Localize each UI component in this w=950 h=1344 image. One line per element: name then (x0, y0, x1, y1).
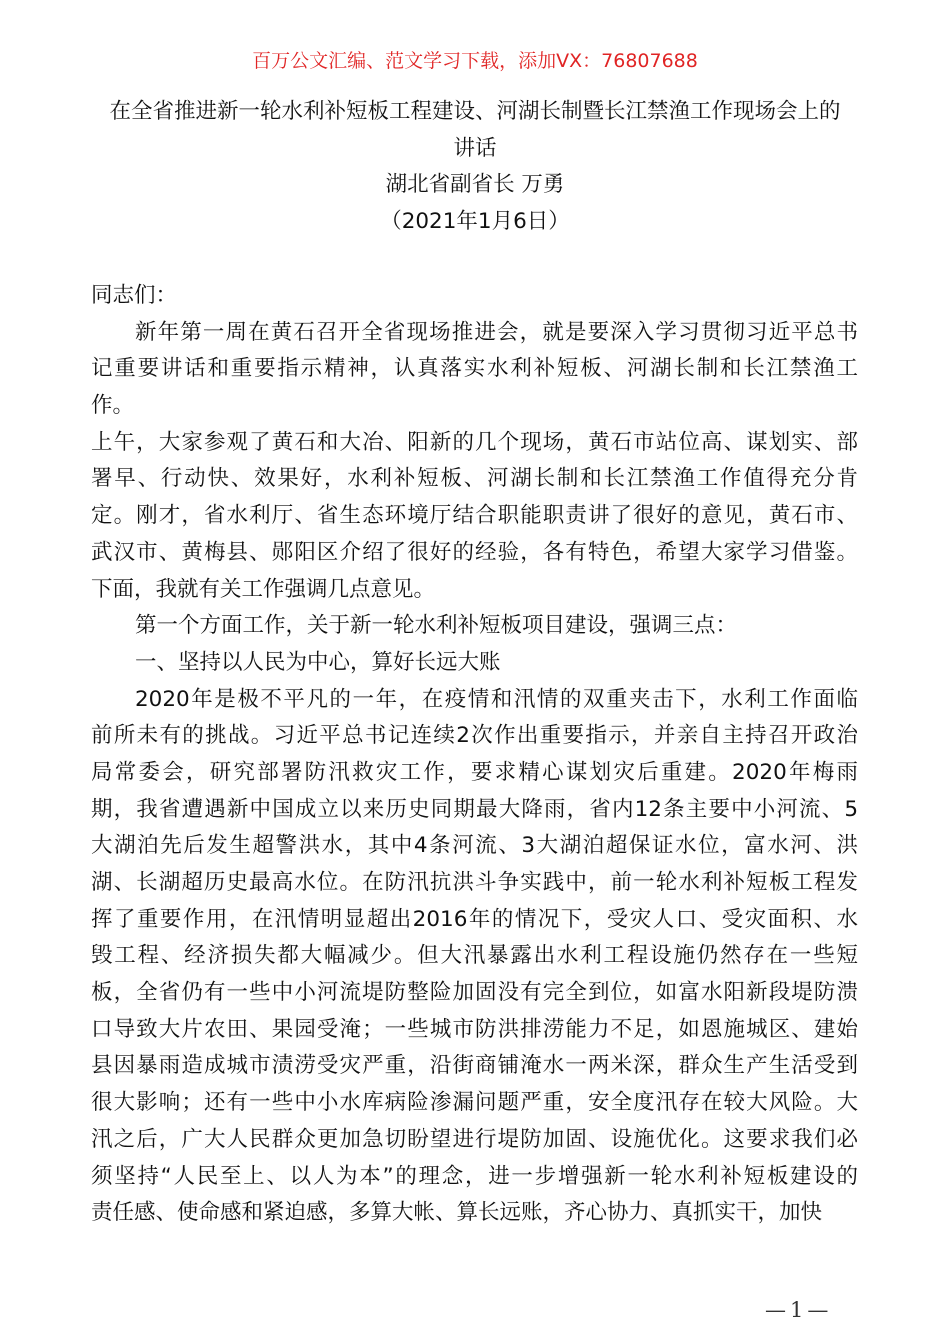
paragraph-line: 期，我省遭遇新中国成立以来历史同期最大降雨，省内12条主要中小河流、5 (91, 796, 858, 822)
paragraph-line: 汛之后，广大人民群众更加急切盼望进行堤防加固、设施优化。这要求我们必 (91, 1126, 858, 1152)
paragraph-line: 口导致大片农田、果园受淹；一些城市防洪排涝能力不足，如恩施城区、建始 (91, 1016, 858, 1042)
paragraph-line: 定。刚才，省水利厅、省生态环境厅结合职能职责讲了很好的意见，黄石市、 (91, 503, 858, 529)
paragraph-line: 板，全省仍有一些中小河流堤防整险加固没有完全到位，如富水阳新段堤防溃 (91, 980, 858, 1006)
paragraph-line: 责任感、使命感和紧迫感，多算大帐、算长远账，齐心协力、真抓实干，加快 (91, 1200, 823, 1226)
date-line: （2021年1月6日） (380, 209, 570, 234)
paragraph (91, 278, 858, 315)
paragraph-line: 局常委会，研究部署防汛救灾工作，要求精心谋划灾后重建。2020年梅雨 (91, 759, 858, 785)
document-title-line-1: 在全省推进新一轮水利补短板工程建设、河湖长制暨长江禁渔工作现场会上的 (109, 99, 841, 124)
paragraph (91, 682, 858, 1232)
paragraph-line: 很大影响；还有一些中小水库病险渗漏问题严重，安全度汛存在较大风险。大 (91, 1090, 858, 1116)
document-body (91, 278, 858, 1232)
paragraph-line: 县因暴雨造成城市渍涝受灾严重，沿街商铺淹水一两米深，群众生产生活受到 (91, 1053, 858, 1079)
paragraph (91, 645, 858, 682)
paragraph (91, 608, 858, 645)
paragraph-line: 一、坚持以人民为中心，算好长远大账 (135, 649, 501, 675)
paragraph-line: 第一个方面工作，关于新一轮水利补短板项目建设，强调三点： (135, 613, 738, 639)
paragraph-line: 记重要讲话和重要指示精神，认真落实水利补短板、河湖长制和长江禁渔工 (91, 356, 858, 382)
paragraph (91, 315, 858, 425)
paragraph-line: 作。 (91, 393, 135, 419)
paragraph-line: 挥了重要作用，在汛情明显超出2016年的情况下，受灾人口、受灾面积、水 (91, 906, 858, 932)
author-line: 湖北省副省长 万勇 (385, 172, 565, 197)
paragraph (91, 425, 858, 608)
paragraph-line: 湖、长湖超历史最高水位。在防汛抗洪斗争实践中，前一轮水利补短板工程发 (91, 870, 858, 895)
paragraph-line: 毁工程、经济损失都大幅减少。但大汛暴露出水利工程设施仍然存在一些短 (91, 943, 858, 969)
paragraph-line: 2020年是极不平凡的一年，在疫情和汛情的双重夹击下，水利工作面临 (135, 686, 858, 712)
paragraph-line: 前所未有的挑战。习近平总书记连续2次作出重要指示，并亲自主持召开政治 (91, 723, 858, 749)
document-title-line-2: 讲话 (453, 136, 497, 161)
paragraph-line: 下面，我就有关工作强调几点意见。 (91, 576, 436, 602)
page-number: —1— (765, 1298, 833, 1322)
paragraph-line: 上午，大家参观了黄石和大冶、阳新的几个现场，黄石市站位高、谋划实、部 (91, 429, 858, 455)
paragraph-line: 同志们： (91, 283, 178, 308)
watermark-banner: 百万公文汇编、范文学习下载，添加VX：76807688 (252, 50, 698, 72)
paragraph-line: 武汉市、黄梅县、郧阳区介绍了很好的经验，各有特色，希望大家学习借鉴。 (91, 539, 858, 565)
paragraph-line: 须坚持“人民至上、以人为本”的理念，进一步增强新一轮水利补短板建设的 (91, 1163, 858, 1189)
paragraph-line: 大湖泊先后发生超警洪水，其中4条河流、3大湖泊超保证水位，富水河、洪 (91, 833, 858, 859)
paragraph-line: 新年第一周在黄石召开全省现场推进会，就是要深入学习贯彻习近平总书 (135, 319, 858, 345)
paragraph-line: 署早、行动快、效果好，水利补短板、河湖长制和长江禁渔工作值得充分肯 (91, 466, 858, 492)
